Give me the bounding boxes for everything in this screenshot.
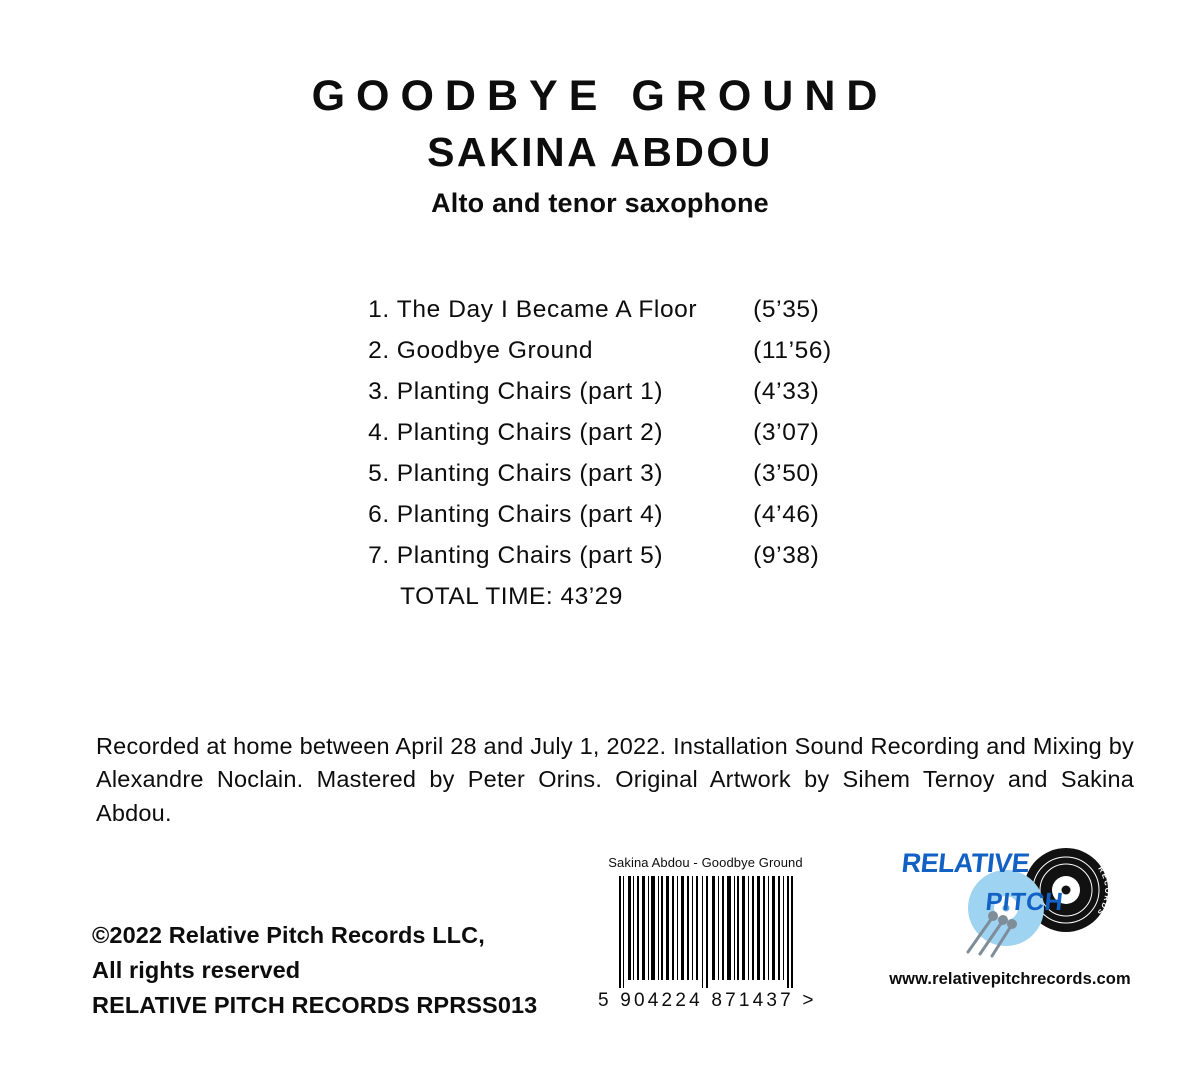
barcode-block xyxy=(598,855,817,1012)
copyright-line-2: All rights reserved xyxy=(92,957,301,984)
album-title: GOODBYE GROUND xyxy=(311,72,889,120)
track-number: 2. xyxy=(368,336,390,364)
track-number: 3. xyxy=(368,377,390,405)
tracklist xyxy=(0,289,1200,611)
track-number: 4. xyxy=(368,418,390,446)
svg-text:RELATIVE: RELATIVE xyxy=(899,847,1031,878)
label-logo-block xyxy=(880,842,1140,989)
barcode-digits: 5 904224 871437 > xyxy=(598,990,817,1011)
barcode-caption: Sakina Abdou - Goodbye Ground xyxy=(608,855,803,870)
table-row xyxy=(368,412,832,453)
track-title: Goodbye Ground xyxy=(396,336,594,364)
table-row xyxy=(368,494,832,535)
credits-paragraph: Recorded at home between April 28 and July 1, 2022. Installation Sound Recording and Mixing by Alexandre Noclain. Mastered by Peter Orins. Original Artwork by Sihem Ternoy and Sakina Abdou. xyxy=(96,733,1134,826)
relative-pitch-records-logo-icon xyxy=(888,842,1133,962)
copyright-line-1: ©2022 Relative Pitch Records LLC, xyxy=(92,922,485,948)
svg-text:PITCH: PITCH xyxy=(983,888,1065,916)
track-duration: (4’46) xyxy=(753,500,820,528)
track-number: 6. xyxy=(368,500,390,528)
track-duration: (3’07) xyxy=(753,418,820,446)
table-row xyxy=(368,535,832,576)
table-row xyxy=(368,453,832,494)
track-title: Planting Chairs (part 1) xyxy=(396,377,664,405)
barcode-icon xyxy=(617,876,795,988)
copyright-block xyxy=(92,918,537,1022)
svg-text:RECORDS: RECORDS xyxy=(1094,864,1112,918)
instruments-line: Alto and tenor saxophone xyxy=(431,188,769,219)
table-row xyxy=(368,371,832,412)
table-row xyxy=(368,330,832,371)
artist-name: SAKINA ABDOU xyxy=(427,129,773,176)
track-title: Planting Chairs (part 2) xyxy=(396,418,664,446)
track-duration: (11’56) xyxy=(753,336,832,364)
label-website-url: www.relativepitchrecords.com xyxy=(889,970,1131,988)
table-row xyxy=(368,289,832,330)
total-time: TOTAL TIME: 43’29 xyxy=(400,583,623,611)
track-title: Planting Chairs (part 5) xyxy=(396,541,664,569)
album-header xyxy=(0,0,1200,219)
track-duration: (3’50) xyxy=(753,459,820,487)
track-title: The Day I Became A Floor xyxy=(396,295,698,323)
track-number: 5. xyxy=(368,459,390,487)
track-duration: (4’33) xyxy=(753,377,820,405)
track-number: 1. xyxy=(368,295,390,323)
track-duration: (9’38) xyxy=(753,541,820,569)
catalog-number-line: RELATIVE PITCH RECORDS RPRSS013 xyxy=(92,992,538,1019)
tracklist-table xyxy=(368,289,832,576)
track-number: 7. xyxy=(368,541,390,569)
track-duration: (5’35) xyxy=(753,295,820,323)
track-title: Planting Chairs (part 4) xyxy=(396,500,664,528)
track-title: Planting Chairs (part 3) xyxy=(396,459,664,487)
